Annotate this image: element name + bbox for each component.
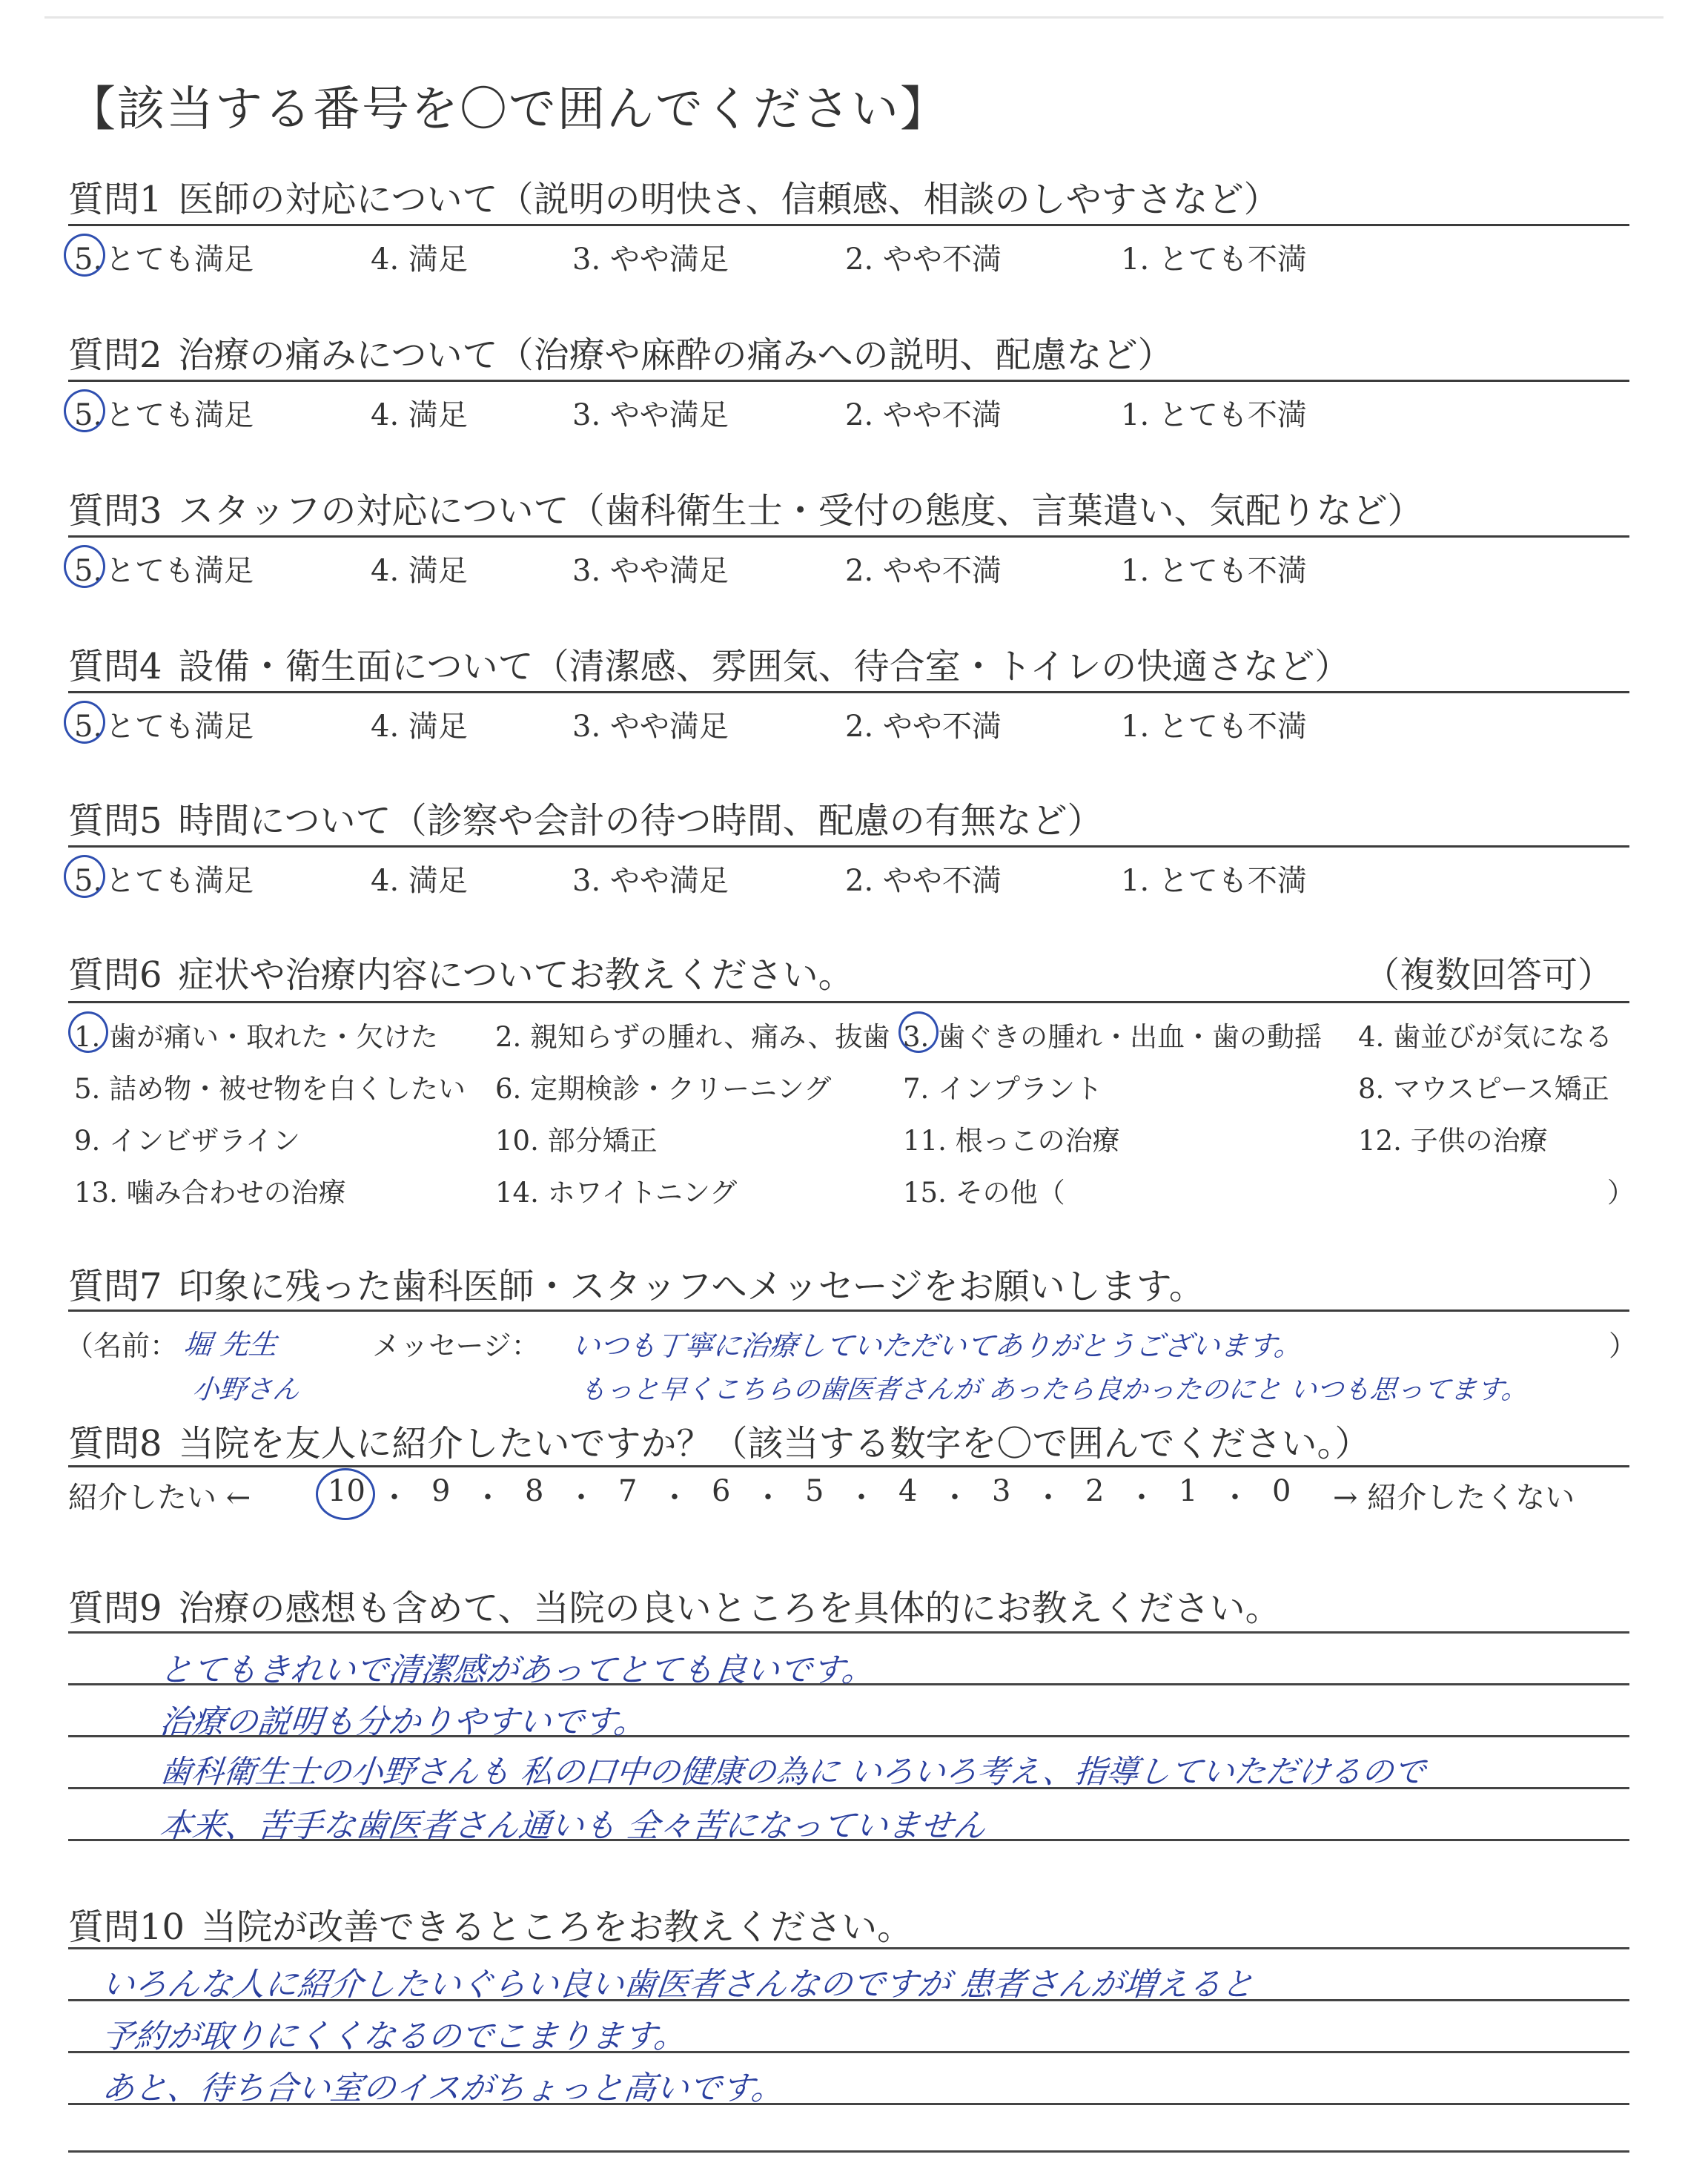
question-3-rule (68, 535, 1629, 538)
scale-left-label: 紹介したい ← (68, 1481, 251, 1515)
option-1[interactable]: 1. とても不満 (1121, 864, 1307, 898)
scale-value-7[interactable]: 7 (618, 1474, 638, 1508)
handwritten-answer-line-4: 本来、苦手な歯医者さん通いも 全々苦になっていません (157, 1807, 988, 1845)
scale-value-10[interactable]: 10 (328, 1474, 365, 1508)
question-number: 質問8 (68, 1423, 162, 1464)
handwritten-message-line-2: もっと早くこちらの歯医者さんが あったら良かったのにと いつも思ってます。 (577, 1375, 1530, 1405)
selected-answer-circle (64, 701, 105, 744)
message-close-paren: ） (1609, 1330, 1638, 1362)
option-digit: 5. (74, 864, 103, 898)
question-3-title (68, 482, 1423, 533)
option-2[interactable]: 2. やや不満 (845, 242, 1002, 277)
option-label: とても満足 (105, 710, 254, 744)
scale-value-8[interactable]: 8 (525, 1474, 544, 1508)
scale-separator: ・ (380, 1481, 409, 1515)
scale-separator: ・ (566, 1481, 596, 1515)
option-4[interactable]: 4. 満足 (371, 710, 468, 744)
option-3[interactable]: 3. やや満足 (572, 242, 729, 277)
scale-value-4[interactable]: 4 (898, 1474, 918, 1508)
question-7-title (68, 1258, 1205, 1309)
other-close-paren: ） (1607, 1177, 1635, 1209)
option-item-13[interactable]: 13. 噛み合わせの治療 (74, 1177, 346, 1209)
question-number: 質問5 (68, 800, 162, 842)
scale-separator: ・ (847, 1481, 876, 1515)
question-number: 質問6 (68, 954, 162, 996)
question-text: スタッフの対応について（歯科衛生士・受付の態度、言葉遣い、気配りなど） (178, 490, 1423, 532)
option-label: とても満足 (105, 554, 254, 588)
question-2-title (68, 326, 1174, 377)
option-4[interactable]: 4. 満足 (371, 554, 468, 588)
question-text: 症状や治療内容についてお教えください。 (178, 954, 854, 996)
handwritten-improvement-line-2: 予約が取りにくくなるのでこまります。 (99, 2018, 689, 2055)
option-label: とても満足 (105, 864, 254, 898)
question-2-rule (68, 380, 1629, 382)
option-2[interactable]: 2. やや不満 (845, 554, 1002, 588)
multiple-answers-note: （複数回答可） (1364, 954, 1614, 996)
option-item-9[interactable]: 9. インビザライン (74, 1125, 300, 1157)
question-text: 治療の感想も含めて、当院の良いところを具体的にお教えください。 (178, 1588, 1281, 1629)
question-number: 質問2 (68, 334, 162, 376)
handwritten-answer-line-1: とてもきれいで清潔感があってとても良いです。 (157, 1651, 877, 1689)
question-10-title (68, 1898, 913, 1949)
option-digit: 5. (74, 398, 103, 432)
question-text: 治療の痛みについて（治療や麻酔の痛みへの説明、配慮など） (178, 334, 1174, 376)
handwritten-name-1: 堀 先生 (182, 1328, 279, 1361)
question-text: 当院が改善できるところをお教えください。 (201, 1906, 913, 1948)
option-item-6[interactable]: 6. 定期検診・クリーニング (495, 1073, 832, 1105)
option-1[interactable]: 1. とても不満 (1121, 242, 1307, 277)
question-number: 質問9 (68, 1588, 162, 1629)
question-text: 当院を友人に紹介したいですか？（該当する数字を〇で囲んでください。） (178, 1423, 1371, 1464)
name-label: （名前： (65, 1330, 179, 1362)
question-5-rule (68, 845, 1629, 848)
option-3[interactable]: 3. やや満足 (572, 398, 729, 432)
option-4[interactable]: 4. 満足 (371, 398, 468, 432)
question-6-rule (68, 1001, 1629, 1003)
option-item-3[interactable]: 3. 歯ぐきの腫れ・出血・歯の動揺 (903, 1021, 1323, 1053)
option-3[interactable]: 3. やや満足 (572, 554, 729, 588)
scale-separator: ・ (660, 1481, 689, 1515)
option-item-14[interactable]: 14. ホワイトニング (495, 1177, 738, 1209)
scale-separator: ・ (753, 1481, 783, 1515)
question-text: 時間について（診察や会計の待つ時間、配慮の有無など） (178, 800, 1103, 842)
scale-value-9[interactable]: 9 (431, 1474, 451, 1508)
question-number: 質問4 (68, 646, 162, 687)
answer-line (68, 2150, 1629, 2153)
question-4-rule (68, 691, 1629, 693)
option-item-12[interactable]: 12. 子供の治療 (1358, 1125, 1548, 1157)
option-label: とても満足 (105, 242, 254, 277)
message-label: メッセージ： (372, 1330, 540, 1362)
answer-line (68, 1947, 1629, 1949)
question-1-title (68, 171, 1280, 222)
option-item-7[interactable]: 7. インプラント (903, 1073, 1103, 1105)
option-1[interactable]: 1. とても不満 (1121, 710, 1307, 744)
scale-value-6[interactable]: 6 (712, 1474, 731, 1508)
option-4[interactable]: 4. 満足 (371, 864, 468, 898)
option-item-11[interactable]: 11. 根っこの治療 (903, 1125, 1120, 1157)
question-8-title (68, 1415, 1371, 1466)
option-label: とても満足 (105, 398, 254, 432)
option-digit: 5. (74, 242, 103, 277)
option-1[interactable]: 1. とても不満 (1121, 398, 1307, 432)
selected-answer-circle (316, 1468, 375, 1520)
option-1[interactable]: 1. とても不満 (1121, 554, 1307, 588)
question-number: 質問7 (68, 1266, 162, 1307)
option-3[interactable]: 3. やや満足 (572, 864, 729, 898)
scale-value-3[interactable]: 3 (992, 1474, 1011, 1508)
question-7-rule (68, 1309, 1629, 1312)
question-6-title (68, 946, 854, 997)
option-digit: 5. (74, 710, 103, 744)
top-edge-line (44, 16, 1664, 19)
question-4-title (68, 638, 1350, 689)
option-4[interactable]: 4. 満足 (371, 242, 468, 277)
option-item-2[interactable]: 2. 親知らずの腫れ、痛み、抜歯 (495, 1021, 890, 1053)
question-text: 設備・衛生面について（清潔感、雰囲気、待合室・トイレの快適さなど） (178, 646, 1351, 687)
selected-answer-circle (68, 1011, 108, 1053)
scale-separator: ・ (1220, 1481, 1250, 1515)
option-item-10[interactable]: 10. 部分矯正 (495, 1125, 658, 1157)
option-item-1[interactable]: 1. 歯が痛い・取れた・欠けた (74, 1021, 439, 1053)
scale-separator: ・ (1033, 1481, 1063, 1515)
question-text: 印象に残った歯科医師・スタッフへメッセージをお願いします。 (178, 1266, 1205, 1307)
option-2[interactable]: 2. やや不満 (845, 710, 1002, 744)
selected-answer-circle (64, 234, 105, 277)
question-9-title (68, 1579, 1281, 1631)
scale-separator: ・ (1127, 1481, 1156, 1515)
scale-value-1[interactable]: 1 (1179, 1474, 1198, 1508)
scale-separator: ・ (940, 1481, 970, 1515)
question-5-title (68, 792, 1103, 843)
option-2[interactable]: 2. やや不満 (845, 398, 1002, 432)
handwritten-improvement-line-3: あと、待ち合い室のイスがちょっと高いです。 (99, 2070, 787, 2107)
option-item-4[interactable]: 4. 歯並びが気になる (1358, 1021, 1613, 1053)
option-3[interactable]: 3. やや満足 (572, 710, 729, 744)
question-number: 質問1 (68, 179, 162, 220)
scale-separator: ・ (473, 1481, 503, 1515)
scale-value-0[interactable]: 0 (1272, 1474, 1291, 1508)
option-item-15[interactable]: 15. その他（ (903, 1177, 1065, 1209)
handwritten-answer-line-2: 治療の説明も分かりやすいです。 (157, 1703, 649, 1741)
scale-right-label: → 紹介したくない (1333, 1481, 1575, 1515)
option-item-8[interactable]: 8. マウスピース矯正 (1358, 1073, 1609, 1105)
question-8-rule (68, 1465, 1629, 1467)
question-1-rule (68, 224, 1629, 226)
option-2[interactable]: 2. やや不満 (845, 864, 1002, 898)
instruction-header: 【該当する番号を〇で囲んでください】 (68, 82, 949, 137)
scale-value-2[interactable]: 2 (1085, 1474, 1105, 1508)
selected-answer-circle (64, 855, 105, 898)
handwritten-message-line-1: いつも丁寧に治療していただいてありがとうございます。 (570, 1330, 1304, 1362)
handwritten-name-2: 小野さん (191, 1375, 301, 1405)
question-number: 質問10 (68, 1906, 185, 1948)
question-number: 質問3 (68, 490, 162, 532)
option-digit: 5. (74, 554, 103, 588)
scale-value-5[interactable]: 5 (805, 1474, 824, 1508)
selected-answer-circle (64, 389, 105, 432)
handwritten-answer-line-3: 歯科衛生士の小野さんも 私の口中の健康の為に いろいろ考え、指導していただけるので (158, 1754, 1428, 1791)
selected-answer-circle (898, 1011, 939, 1053)
handwritten-improvement-line-1: いろんな人に紹介したいぐらい良い歯医者さんなのですが 患者さんが増えると (99, 1966, 1257, 2004)
answer-line (68, 1631, 1629, 1634)
question-text: 医師の対応について（説明の明快さ、信頼感、相談のしやすさなど） (178, 179, 1280, 220)
option-item-5[interactable]: 5. 詰め物・被せ物を白くしたい (74, 1073, 466, 1105)
selected-answer-circle (64, 545, 105, 588)
